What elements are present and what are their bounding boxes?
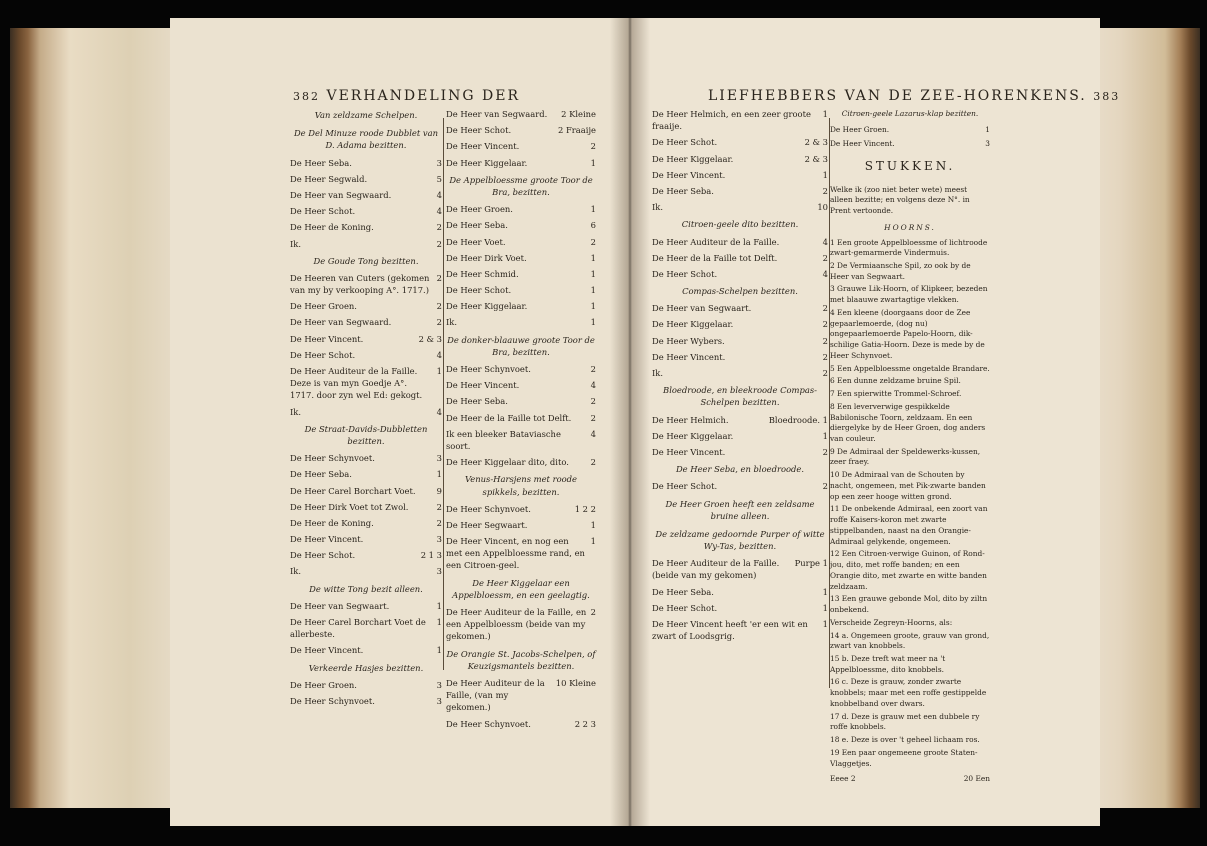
specimen-count: 2 & 3 [804,137,828,148]
specimen-count: 1 [436,469,442,480]
specimen-count: 3 [436,695,442,706]
collector-row [290,236,442,252]
numbered-item: 11 De onbekende Admiraal, een zoort van roffe Kaisers-koron met zwarte stippelbanden, naast na den Orangie-Admiraal gelykende, ongemeen. [830,504,988,546]
specimen-count: 2 [590,607,596,617]
collector-name: De Heer Vincent. [290,645,364,656]
horens-title: HOORNS. [884,222,936,232]
collector-row [290,466,442,482]
collector-name: De Heer Seba. [290,157,352,168]
specimen-count: 2 [436,517,442,528]
specimen-count: 10 [817,202,828,213]
collector-name: De Heer Kiggelaar. [652,153,734,164]
right-page-number: 383 [1093,90,1121,103]
collector-row [290,298,442,314]
numbered-item: 9 De Admiraal der Speldewerks-kussen, zeer fraey. [830,446,981,467]
specimen-count: 4 [436,406,442,417]
section-heading: Verkeerde Hasjes bezitten. [308,662,424,673]
collector-row [652,349,828,365]
collector-row [290,219,442,235]
collector-name: De Heer van Segwaard. [290,317,392,328]
collector-name: De Heer Schot. [652,268,718,279]
collector-name: De Heer Schynvoet. [290,695,375,706]
collector-name: De Heer Schot. [446,125,512,136]
collector-row [652,167,828,183]
collector-name: De Heer Schot. [446,285,512,296]
collector-name: De Heer Kiggelaar dito, dito. [446,457,569,468]
specimen-count: Bloedroode. 1 [768,414,828,425]
section-heading: De donker-blaauwe groote Toor de Bra, bezitten. [447,334,595,357]
specimen-count: 2 [436,301,442,312]
numbered-item: 19 Een paar ongemeene groote Staten-Vlaggetjes. [830,747,978,768]
collector-name: De Heer Carel Borchart Voet de allerbeste. [290,617,426,640]
specimen-count: 3 [436,679,442,690]
specimen-count: 1 [590,268,596,279]
collector-name: De Heer Seba. [446,220,508,231]
specimen-count: 1 [436,617,442,627]
specimen-count: 2 & 3 [804,153,828,164]
specimen-count: 1 [436,600,442,611]
collector-row [652,365,828,381]
specimen-count: 4 [436,206,442,217]
collector-row [446,716,596,732]
collector-row [446,377,596,393]
collector-row [830,137,990,152]
collector-row [290,270,442,298]
collector-row [290,531,442,547]
specimen-count: 2 [822,185,828,196]
collector-name: De Heer Vincent. [652,169,726,180]
collector-row [446,217,596,233]
collector-row [290,155,442,171]
collector-row [290,515,442,531]
collector-row [652,250,828,266]
collector-name: Ik. [290,566,302,577]
left-running-header [293,88,520,104]
right-page-edges [1090,28,1200,808]
collector-row [446,106,596,122]
numbered-item: 7 Een spierwitte Trommel-Schroef. [830,389,962,399]
collector-name: De Heer Schot. [290,206,356,217]
collector-name: De Heer Dirk Voet tot Zwol. [290,501,409,512]
specimen-count: 2 1 3 [420,550,442,561]
left-page-column-1 [290,106,442,709]
specimen-count: 1 [436,645,442,656]
specimen-count: 2 [822,303,828,314]
specimen-count: 2 [822,319,828,330]
specimen-count: 3 [436,534,442,545]
collector-name: De Heer Dirk Voet. [446,252,527,263]
specimen-count: 2 [590,396,596,407]
collector-row [290,693,442,709]
collector-name: De Heer Segwald. [290,173,368,184]
collector-name: Ik. [652,202,664,213]
specimen-count: 2 [822,335,828,346]
left-header-title: VERHANDELING DER [326,88,521,104]
numbered-item: 3 Grauwe Lik-Hoorn, of Klipkeer, bezeden met blaauwe zwartagtige vlekken. [830,284,988,305]
specimen-count: 1 [822,430,828,441]
collector-row [290,187,442,203]
collector-name: De Heer Auditeur de la Faille. Deze is van myn Goedje A°. 1717. door zyn wel Ed: gekogt. [290,366,423,401]
specimen-count: 1 [590,301,596,312]
collector-name: De Heer van Segwaart. [290,600,390,611]
collector-name: De Heer Carel Borchart Voet. [290,485,416,496]
collector-name: De Heer Schynvoet. [446,364,531,374]
page-footer [830,770,990,787]
collector-name: De Heer Auditeur de la Faille, en een Appelbloessm (beide van my gekomen.) [446,607,587,642]
collector-name: De Heer Vincent. [446,380,520,391]
specimen-count: 2 Fraaije [557,125,596,136]
collector-name: De Heer Groen. [290,679,357,690]
numbered-item: 1 Een groote Appelbloessme of lichtroode zwart-gemarmerde Vindermuis. [830,237,988,258]
specimen-count: 1 [822,169,828,180]
signature-mark: Eeee 2 [830,774,856,784]
right-page-column-2 [830,106,990,787]
specimen-count: 1 [590,536,596,547]
collector-name: De Heer Kiggelaar. [446,301,528,312]
section-heading: Van zeldzame Schelpen. [314,110,418,120]
collector-row [446,393,596,409]
specimen-count: 9 [436,485,442,496]
collector-name: De Heer Schynvoet. [446,503,531,514]
specimen-count: 2 [436,272,442,283]
section-heading: De Heer Groen heeft een zeldsame bruine alleen. [665,498,815,521]
section-heading: De zeldzame gedoornde Purper of witte Wy-Tas, bezitten. [655,528,825,552]
collector-row [446,298,596,314]
collector-name: De Heer Schot. [652,602,718,613]
specimen-count: 2 [436,238,442,249]
numbered-item: 6 Een dunne zeldzame bruine Spil. [830,376,961,386]
numbered-item: 16 c. Deze is grauw, zonder zwarte knobbels; maar met een roffe gestippelde knobbelband over dwars. [830,677,987,708]
collector-row [446,533,596,574]
collector-name: De Heer Kiggelaar. [446,157,528,168]
collector-name: De Heeren van Cuters (gekomen van my by verkooping A°. 1717.) [290,272,430,296]
specimen-count: 2 [590,141,596,152]
specimen-count: 5 [436,173,442,184]
numbered-item: 2 De Vermiaansche Spil, zo ook by de Heer van Segwaart. [830,261,971,281]
collector-name: De Heer Groen. [830,124,890,134]
collector-row [652,183,828,199]
collector-name: De Heer Segwaart. [446,519,528,530]
collector-name: De Heer de Koning. [290,222,374,233]
numbered-items [830,237,990,771]
specimen-count: 1 [822,109,828,119]
specimen-count: 2 [436,317,442,328]
collector-row [446,155,596,171]
specimen-count: 2 Kleine [561,109,596,119]
collector-row [446,266,596,282]
collector-row [446,234,596,250]
collector-name: De Heer Vincent. [290,333,364,344]
stukken-title: STUKKEN. [864,159,956,174]
specimen-count: 2 [436,222,442,233]
right-header-title: LIEFHEBBERS VAN DE ZEE-HORENKENS. [708,88,1087,104]
book-gutter [610,18,650,826]
collector-row [652,199,828,215]
collector-name: De Heer Vincent, en nog een met een Appelbloessme rand, en een Citroen-geel. [446,536,585,571]
collector-row [652,555,828,583]
open-book [10,18,1200,826]
specimen-count: 2 [590,412,596,423]
specimen-count: 4 [436,189,442,200]
specimen-count: 1 2 2 [574,503,596,514]
left-page-edges [10,28,180,808]
collector-row [446,517,596,533]
collector-name: De Heer Schmid. [446,268,519,279]
collector-row [446,138,596,154]
collector-name: De Heer van Segwaard. [290,189,392,200]
collector-name: Ik. [290,238,302,249]
collector-row [446,250,596,266]
collector-row [652,478,828,494]
specimen-count: 3 [436,566,442,577]
right-running-header [708,88,1120,104]
collector-name: De Heer Auditeur de la Faille. (beide van my gekomen) [652,558,780,581]
collector-name: De Heer Schynvoet. [446,718,531,729]
collector-name: De Heer Vincent. [652,351,726,362]
collector-row [652,151,828,167]
collector-name: De Heer van Segwaart. [652,303,752,314]
collector-name: De Heer Groen. [446,204,513,215]
specimen-count: 1 [985,124,990,134]
specimen-count: 2 [590,364,596,374]
collector-name: De Heer Wybers. [652,335,725,346]
specimen-count: 1 [822,619,828,629]
collector-name: De Heer Auditeur de la Faille. [652,236,780,247]
collector-row [290,363,442,404]
right-page-column-1 [652,106,828,644]
collector-name: De Heer de la Faille tot Delft. [652,252,778,263]
collector-name: De Heer Schot. [290,349,356,360]
collector-row [652,428,828,444]
specimen-count: 4 [436,349,442,360]
specimen-count: 1 [590,157,596,168]
collector-row [446,282,596,298]
collector-row [446,454,596,470]
collector-row [290,642,442,658]
collector-row [290,450,442,466]
collector-row [290,598,442,614]
left-page-number: 382 [293,90,320,103]
collector-row [652,333,828,349]
collector-row [446,410,596,426]
specimen-count: 1 [590,317,596,328]
collector-name: De Heer Vincent heeft 'er een wit en zwart of Loodsgrig. [652,619,808,642]
collector-row [652,600,828,616]
specimen-count: 3 [436,157,442,168]
section-heading: Bloedroode, en bleekroode Compas-Schelpen bezitten. [663,385,817,408]
collector-row [290,483,442,499]
section-heading: Venus-Harsjens met roode spikkels, bezitten. [465,474,577,497]
collector-name: De Heer Schot. [652,137,718,148]
collector-row [290,203,442,219]
collector-name: De Heer Vincent. [830,139,895,149]
specimen-count: 1 [822,586,828,597]
section-heading: Citroen-geele dito bezitten. [681,219,799,230]
collector-row [290,347,442,363]
collector-name: De Heer de Koning. [290,517,374,528]
collector-row [290,677,442,693]
numbered-item: 5 Een Appelbloessme ongetalde Brandare. [830,363,990,373]
section-heading: De Orangie St. Jacobs-Schelpen, of Keuzigsmantels bezitten. [446,648,596,671]
specimen-count: 2 [822,351,828,362]
collector-name: Ik. [652,368,664,378]
collector-row [290,563,442,579]
collector-name: De Heer Kiggelaar. [652,319,734,330]
section-heading: De Heer Kiggelaar een Appelbloessm, en een geelagtig. [452,577,590,600]
collector-row [290,331,442,347]
specimen-count: 10 Kleine [555,677,596,688]
collector-row [290,614,442,642]
specimen-count: 4 [590,428,596,439]
specimen-count: 2 [822,368,828,378]
specimen-count: 1 [590,204,596,215]
numbered-item: 10 De Admiraal van de Schouten by nacht, ongemeen, met Pik-zwarte banden op een zeer hooge witten grond. [830,470,986,501]
section-heading: De Del Minuze roode Dubblet van D. Adama bezitten. [293,128,439,151]
section-heading: Compas-Schelpen bezitten. [682,286,798,297]
numbered-item: 18 e. Deze is over 't geheel lichaam ros. [830,735,980,745]
collector-name: De Heer Vincent. [652,446,726,457]
collector-list [830,106,990,152]
section-heading: Citroen-geele Lazarus-klap bezitten. [841,109,979,118]
collector-row [290,314,442,330]
numbered-item: Verscheide Zegreyn-Hoorns, als: [830,617,953,627]
collector-name: Ik een bleeker Bataviasche soort. [446,428,561,451]
collector-row [446,604,596,645]
section-heading: De Appelbloessme groote Toor de Bra, bezitten. [449,174,593,197]
collector-row [652,444,828,460]
collector-row [652,316,828,332]
collector-row [652,134,828,150]
collector-name: De Heer Seba. [446,396,508,407]
collector-row [446,314,596,330]
collector-row [446,675,596,716]
collector-name: De Heer Auditeur de la Faille, (van my gekomen.) [446,677,545,713]
specimen-count: 4 [822,236,828,247]
collector-name: De Heer Schot. [652,481,718,492]
specimen-count: 2 [822,481,828,492]
left-page-column-2 [446,106,596,732]
specimen-count: 2 2 3 [574,718,596,729]
collector-name: Ik. [290,406,302,417]
collector-row [652,106,828,134]
collector-row [830,123,990,138]
specimen-count: 6 [590,220,596,231]
specimen-count: 2 [822,446,828,457]
specimen-count: 2 & 3 [418,333,442,344]
collector-row [446,501,596,517]
collector-name: De Heer Kiggelaar. [652,430,734,441]
numbered-item: 4 Een kleene (doorgaans door de Zee gepaarlemoerde, (dog nu) ongepaarlemoerde Papelo-Hoorn, dik-schilige Gatia-Hoorn. Deze is mede by de Heer Schynvoet. [830,307,985,360]
collector-name: De Heer Groen. [290,301,357,312]
collector-row [290,171,442,187]
section-heading: De Goude Tong bezitten. [313,255,419,266]
specimen-count: 3 [985,139,990,149]
numbered-item: 15 b. Deze treft wat meer na 't Appelbloessme, dito knobbels. [830,653,946,674]
collector-name: De Heer Voet. [446,236,506,247]
collector-name: De Heer Schot. [290,550,356,561]
numbered-item: 12 Een Citroen-verwige Guinon, of Rond-jou, dito, met roffe banden; en een Orangie dito, met zwarte en witte banden zeldzaam. [830,549,987,591]
collector-row [652,300,828,316]
collector-name: De Heer Seba. [652,586,714,597]
specimen-count: 4 [822,268,828,279]
collector-name: De Heer Vincent. [290,534,364,545]
collector-name: De Heer Helmich, en een zeer groote fraaije. [652,109,811,132]
specimen-count: 3 [436,453,442,464]
collector-row [290,499,442,515]
specimen-count: 1 [436,366,442,376]
section-heading: De witte Tong bezit alleen. [309,583,423,594]
collector-name: Ik. [446,317,458,328]
specimen-count: 4 [590,380,596,391]
collector-row [446,201,596,217]
left-column-rule [443,118,444,670]
collector-row [290,547,442,563]
specimen-count: Purpe 1 [794,558,828,569]
collector-name: De Heer Helmich. [652,414,729,425]
collector-row [290,404,442,420]
collector-row [652,412,828,428]
stukken-intro: Welke ik (zoo niet beter wete) meest alleen bezitte; en volgens deze N°. in Prent vertoonde. [830,184,970,216]
collector-row [652,234,828,250]
numbered-item: 8 Een leververwige gespikkelde Babilonische Toorn, zeldzaam. En een diergelyke by de Heer Groen, dog anders van couleur. [830,401,986,444]
collector-row [446,361,596,377]
specimen-count: 1 [590,519,596,530]
specimen-count: 2 [590,236,596,247]
collector-name: De Heer Vincent. [446,141,520,152]
section-heading: De Heer Seba, en bloedroode. [675,464,805,475]
collector-name: De Heer van Segwaard. [446,109,548,119]
collector-name: De Heer Schynvoet. [290,453,375,464]
collector-row [446,426,596,454]
section-heading: De Straat-Davids-Dubbletten bezitten. [304,423,428,446]
numbered-item: 17 d. Deze is grauw met een dubbele ry roffe knobbels. [830,711,980,732]
collector-name: De Heer Seba. [652,185,714,196]
catchword: 20 Een [963,774,990,784]
specimen-count: 2 [822,252,828,263]
specimen-count: 2 [590,457,596,468]
collector-name: De Heer Seba. [290,469,352,480]
specimen-count: 2 [436,501,442,512]
collector-row [652,584,828,600]
collector-name: De Heer de la Faille tot Delft. [446,412,572,423]
numbered-item: 14 a. Ongemeen groote, grauw van grond, zwart van knobbels. [830,630,990,651]
specimen-count: 1 [822,602,828,613]
collector-row [652,266,828,282]
specimen-count: 1 [590,285,596,296]
collector-row [652,616,828,644]
collector-row [446,122,596,138]
numbered-item: 13 Een grauwe gebonde Mol, dito by ziltn onbekend. [830,594,988,615]
specimen-count: 1 [590,252,596,263]
